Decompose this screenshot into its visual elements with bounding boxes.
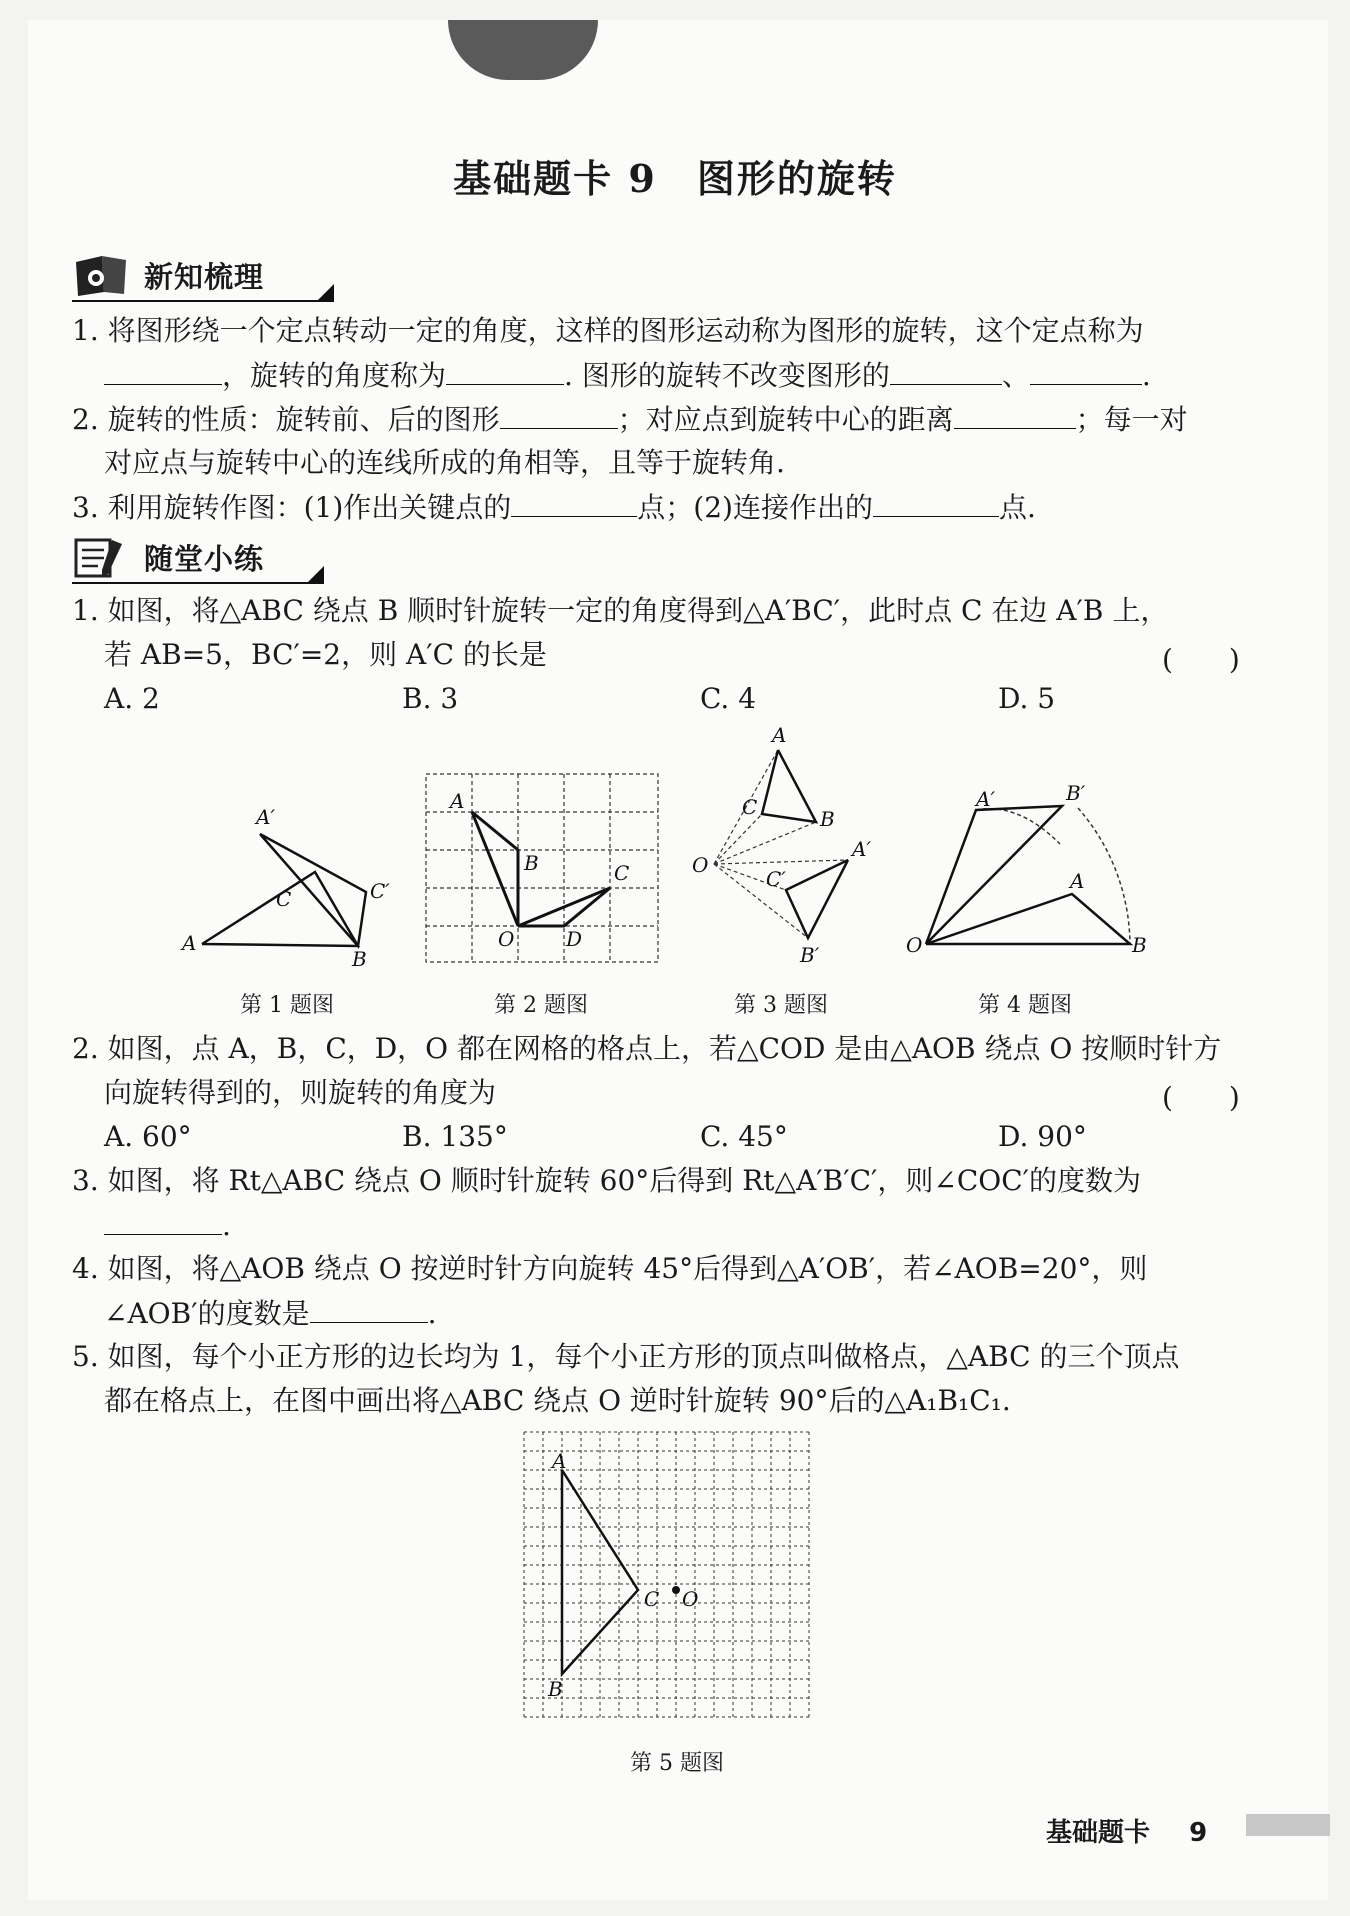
- label-o: O: [906, 933, 923, 957]
- answer-blank[interactable]: [873, 490, 999, 517]
- label-b: B: [548, 1677, 563, 1701]
- label-o: O: [498, 927, 515, 951]
- section-label: 新知梳理: [144, 259, 265, 294]
- page-title: 基础题卡 9 图形的旋转: [453, 156, 897, 201]
- triangle-icon: [308, 566, 324, 582]
- triangle-aob: [926, 894, 1130, 944]
- figure-2-caption: 第 2 题图: [494, 993, 588, 1018]
- answer-paren[interactable]: ( ): [1162, 1081, 1240, 1114]
- label-c: C: [742, 795, 758, 819]
- figure-2: [420, 770, 670, 970]
- notebook-pen-icon: [72, 534, 130, 580]
- q2-option-a[interactable]: A. 60°: [104, 1120, 192, 1153]
- label-a: A: [182, 931, 197, 955]
- q1-line-1: 1. 如图，将△ABC 绕点 B 顺时针旋转一定的角度得到△A′BC′，此时点 C 在边 A′B 上，: [72, 594, 1169, 627]
- q2-option-b[interactable]: B. 135°: [402, 1120, 508, 1153]
- section-underline: [72, 582, 324, 584]
- figure-5-grid[interactable]: [516, 1430, 816, 1730]
- q2-line-2: 向旋转得到的，则旋转的角度为: [104, 1076, 497, 1109]
- q1-line-2: 若 AB=5，BC′=2，则 A′C 的长是: [104, 638, 547, 671]
- label-c: C: [276, 887, 292, 911]
- answer-blank[interactable]: [890, 358, 1002, 385]
- q4-line-1: 4. 如图，将△AOB 绕点 O 按逆时针方向旋转 45°后得到△A′OB′，若∠AOB=20°，则: [72, 1252, 1148, 1285]
- knowledge-1-line-1: 1. 将图形绕一个定点转动一定的角度，这样的图形运动称为图形的旋转，这个定点称为: [72, 314, 1144, 347]
- label-a1: A′: [256, 805, 275, 829]
- arc-b: [1078, 808, 1130, 944]
- triangle-icon: [318, 284, 334, 300]
- arc-a: [976, 809, 1060, 844]
- q1-option-d[interactable]: D. 5: [998, 682, 1056, 715]
- answer-blank[interactable]: [104, 358, 222, 385]
- q1-option-c[interactable]: C. 4: [700, 682, 757, 715]
- point-o: [672, 1586, 680, 1594]
- label-c: C: [644, 1587, 660, 1611]
- q2-option-c[interactable]: C. 45°: [700, 1120, 788, 1153]
- triangle-abc: [762, 750, 816, 822]
- triangle-aob: [472, 812, 518, 926]
- label-d: D: [566, 927, 583, 951]
- label-b: B: [352, 947, 367, 970]
- q3-line-1: 3. 如图，将 Rt△ABC 绕点 O 顺时针旋转 60°后得到 Rt△A′B′C′，则∠COC′的度数为: [72, 1164, 1141, 1197]
- q1-option-b[interactable]: B. 3: [402, 682, 459, 715]
- q2-line-1: 2. 如图，点 A，B，C，D，O 都在网格的格点上，若△COD 是由△AOB 绕点 O 按顺时针方: [72, 1032, 1222, 1065]
- label-c1: C′: [766, 867, 786, 891]
- knowledge-3-line: 3. 利用旋转作图：(1)作出关键点的 点；(2)连接作出的 点.: [72, 491, 1036, 524]
- figure-4: [900, 776, 1160, 976]
- figure-1: [170, 800, 410, 970]
- triangle-a1b1c1: [786, 860, 848, 938]
- answer-blank[interactable]: [954, 402, 1076, 429]
- q5-line-2: 都在格点上，在图中画出将△ABC 绕点 O 逆时针旋转 90°后的△A₁B₁C₁.: [104, 1384, 1011, 1417]
- knowledge-1-line-2: ，旋转的角度称为 . 图形的旋转不改变图形的 、 .: [104, 358, 1304, 393]
- answer-paren[interactable]: ( ): [1162, 643, 1240, 676]
- knowledge-2-line-1: 2. 旋转的性质：旋转前、后的图形 ；对应点到旋转中心的距离 ；每一对: [72, 403, 1188, 436]
- answer-blank[interactable]: [500, 402, 618, 429]
- section-header-new-knowledge: [72, 252, 264, 298]
- knowledge-2-line-2: 对应点与旋转中心的连线所成的角相等，且等于旋转角.: [104, 446, 785, 479]
- figure-3-caption: 第 3 题图: [734, 993, 828, 1018]
- footer-label: 基础题卡: [1046, 1818, 1151, 1848]
- q4-line-2: ∠AOB′的度数是 .: [104, 1297, 437, 1330]
- label-b1: B′: [800, 943, 820, 967]
- triangle-a1ob1: [926, 806, 1062, 944]
- label-b1: B′: [1066, 781, 1086, 805]
- label-c1: C′: [370, 879, 390, 903]
- section-underline: [72, 300, 334, 302]
- figure-5-caption: 第 5 题图: [630, 1751, 724, 1776]
- q3-line-2: .: [104, 1208, 1304, 1243]
- q2-option-d[interactable]: D. 90°: [998, 1120, 1087, 1153]
- figure-4-caption: 第 4 题图: [978, 993, 1072, 1018]
- footer-bar-decoration: [1246, 1814, 1330, 1836]
- label-a: A: [552, 1449, 567, 1473]
- label-a1: A′: [852, 837, 871, 861]
- label-c: C: [614, 861, 630, 885]
- answer-blank[interactable]: [446, 358, 564, 385]
- label-a: A: [1070, 869, 1085, 893]
- label-a1: A′: [976, 787, 995, 811]
- label-o: O: [682, 1587, 699, 1611]
- section-header-practice: [72, 534, 264, 580]
- book-icon: [72, 252, 130, 298]
- label-a: A: [450, 789, 465, 813]
- label-b: B: [524, 851, 539, 875]
- label-o: O: [692, 853, 709, 877]
- figure-3: [686, 722, 886, 972]
- label-b: B: [820, 807, 835, 831]
- answer-blank[interactable]: [310, 1296, 428, 1323]
- section-label: 随堂小练: [144, 541, 265, 576]
- answer-blank[interactable]: [104, 1208, 222, 1235]
- page-footer: [1046, 1812, 1207, 1849]
- answer-blank[interactable]: [511, 490, 637, 517]
- page-tab-decoration: [448, 20, 598, 80]
- q5-line-1: 5. 如图，每个小正方形的边长均为 1，每个小正方形的顶点叫做格点，△ABC 的三个顶点: [72, 1340, 1180, 1373]
- q1-option-a[interactable]: A. 2: [104, 682, 160, 715]
- answer-blank[interactable]: [1030, 358, 1142, 385]
- label-b: B: [1132, 933, 1147, 957]
- figure-1-caption: 第 1 题图: [240, 993, 334, 1018]
- label-a: A: [772, 723, 787, 747]
- page-number: 9: [1189, 1818, 1208, 1848]
